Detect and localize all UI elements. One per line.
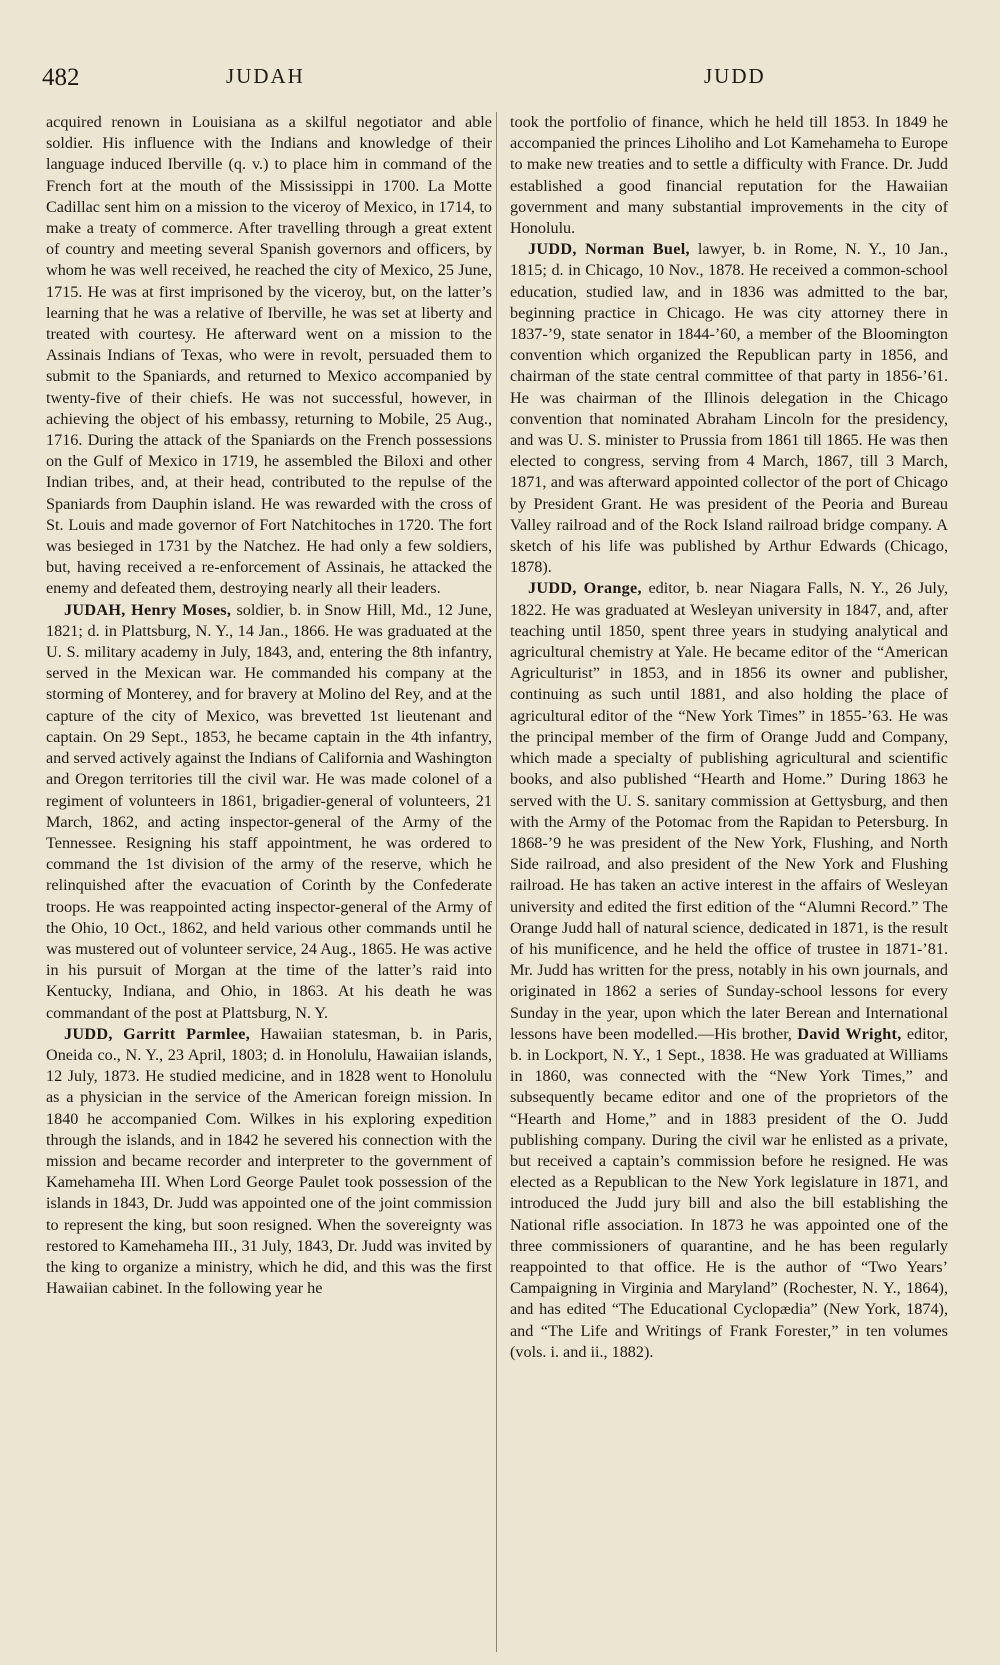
- entry-headword: JUDD, Norman Buel,: [528, 240, 690, 259]
- entry-judd-garritt-parmlee: [46, 1024, 492, 1300]
- entry-judd-orange: [510, 578, 948, 1363]
- running-head-left: JUDAH: [226, 64, 305, 88]
- continued-entry-text: took the portfolio of finance, which he held till 1853. In 1849 he accompanied the princes Liholiho and Lot Kamehameha to Europe to make new treaties and to settle a difficulty with France. Dr. Judd established a good financial reputation for the Hawaiian government and many substantial improvements in the city of Honolulu.: [510, 113, 948, 238]
- entry-body: lawyer, b. in Rome, N. Y., 10 Jan., 1815; d. in Chicago, 10 Nov., 1878. He received a common-school education, studied law, and in 1836 was admitted to the bar, beginning practice in Chicago. He was city attorney there in 1837-’9, state senator in 1844-’60, a member of the Bloomington convention which organized the Republican party in 1856, and chairman of the state central committee of that party in 1856-’61. He was chairman of the Illinois delegation in the Chicago convention that nominated Abraham Lincoln for the presidency, and was U. S. minister to Prussia from 1861 till 1865. He was then elected to congress, serving from 4 March, 1867, till 3 March, 1871, and was afterward appointed collector of the port of Chicago by President Grant. He was president of the Peoria and Bureau Valley railroad and of the Rock Island railroad bridge company. A sketch of his life was published by Arthur Edwards (Chicago, 1878).: [510, 240, 948, 577]
- left-column: [46, 112, 492, 1299]
- entry-headword: JUDAH, Henry Moses,: [64, 600, 232, 619]
- entry-body: editor, b. near Niagara Falls, N. Y., 26 July, 1822. He was graduated at Wesleyan university in 1847, and, after teaching until 1850, spent three years in studying analytical and agricultural chemistry at Yale. He became editor of the “American Agriculturist” in 1853, and in 1856 its owner and publisher, continuing as such until 1881, and also holding the place of agricultural editor of the “New York Times” in 1855-’63. He was the principal member of the firm of Orange Judd and Company, which made a specialty of publishing agricultural and scientific books, and also published “Hearth and Home.” During 1863 he served with the U. S. sanitary commission at Gettysburg, and then with the Army of the Potomac from the Rapidan to Petersburg. In 1868-’9 he was president of the New York, Flushing, and North Side railroad, and also president of the New York and Flushing railroad. He has taken an active interest in the affairs of Wesleyan university and edited the first edition of the “Alumni Record.” The Orange Judd hall of natural science, dedicated in 1871, is the result of his munificence, and he held the office of trustee in 1871-’81. Mr. Judd has written for the press, notably in his own journals, and originated in 1862 a series of Sunday-school lessons for every Sunday in the year, upon which the later Berean and International lessons have been modelled.—His brother,: [510, 579, 948, 1043]
- entry-body: soldier, b. in Snow Hill, Md., 12 June, 1821; d. in Plattsburg, N. Y., 14 Jan., 1866. He was graduated at the U. S. military academy in July, 1843, and, entering the 8th infantry, served in the Mexican war. He commanded his company at the storming of Monterey, and for bravery at Molino del Rey, and at the capture of the city of Mexico, was brevetted 1st lieutenant and captain. On 29 Sept., 1853, he became captain in the 4th infantry, and served actively against the Indians of California and Washington and Oregon territories till the civil war. He was made colonel of a regiment of volunteers in 1861, brigadier-general of volunteers, 21 March, 1862, and acting inspector-general of the Army of the Tennessee. Resigning his staff appointment, he was ordered to command the 1st division of the army of the reserve, which he relinquished after the evacuation of Corinth by the Confederate troops. He was reappointed acting inspector-general of the Army of the Ohio, 10 Oct., 1862, and held various other commands until he was mustered out of volunteer service, 24 Aug., 1865. He was active in his pursuit of Morgan at the time of the latter’s raid into Kentucky, Indiana, and Ohio, in 1863. At his death he was commandant of the post at Plattsburg, N. Y.: [46, 600, 492, 1022]
- entry-subheadword: David Wright,: [797, 1024, 902, 1043]
- entry-judd-norman-buel: [510, 239, 948, 578]
- column-divider: [496, 112, 497, 1652]
- continued-entry-text: acquired renown in Louisiana as a skilful negotiator and able soldier. His influence with the Indians and knowledge of their language induced Iberville (q. v.) to place him in command of the French fort at the mouth of the Mississippi in 1700. La Motte Cadillac sent him on a mission to the viceroy of Mexico, in 1714, to make a treaty of commerce. After travelling through a great extent of country and meeting several Spanish governors and officers, by whom he was well received, he reached the city of Mexico, 25 June, 1715. He was at first imprisoned by the viceroy, but, on the latter’s learning that he was a relative of Iberville, he was set at liberty and treated with courtesy. He afterward went on a mission to the Assinais Indians of Texas, who were in revolt, persuaded them to submit to the Spaniards, and returned to Mexico accompanied by twenty-five of their chiefs. He was not successful, however, in achieving the object of his embassy, returning to Mobile, 25 Aug., 1716. During the attack of the Spaniards on the French possessions on the Gulf of Mexico in 1719, he assembled the Biloxi and other Indian tribes, and, at their head, contributed to the repulse of the Spaniards from Dauphin island. He was rewarded with the cross of St. Louis and made governor of Fort Natchitoches in 1720. The fort was besieged in 1731 by the Natchez. He had only a few soldiers, but, having received a re-enforcement of Assinais, he attacked the enemy and defeated them, destroying nearly all their leaders.: [46, 113, 492, 598]
- right-column: [510, 112, 948, 1363]
- entry-judah-henry-moses: [46, 600, 492, 1024]
- entry-headword: JUDD, Orange,: [528, 579, 642, 598]
- text-columns: [0, 112, 1000, 1652]
- page-header: [36, 58, 940, 94]
- page-number: 482: [42, 64, 80, 91]
- entry-headword: JUDD, Garritt Parmlee,: [64, 1024, 251, 1043]
- entry-body: Hawaiian statesman, b. in Paris, Oneida co., N. Y., 23 April, 1803; d. in Honolulu, Hawaiian islands, 12 July, 1873. He studied medicine, and in 1828 went to Honolulu as a physician in the service of the American foreign mission. In 1840 he accompanied Com. Wilkes in his exploring expedition through the islands, and in 1842 he severed his connection with the mission and became recorder and interpreter to the government of Kamehameha III. When Lord George Paulet took possession of the islands in 1843, Dr. Judd was appointed one of the joint commission to represent the king, but soon resigned. When the sovereignty was restored to Kamehameha III., 31 July, 1843, Dr. Judd was invited by the king to organize a ministry, which he did, and this was the first Hawaiian cabinet. In the following year he: [46, 1024, 492, 1298]
- running-head-right: JUDD: [704, 64, 766, 88]
- entry-body: editor, b. in Lockport, N. Y., 1 Sept., 1838. He was graduated at Williams in 1860, was connected with the “New York Times,” and subsequently became editor and one of the proprietors of the “Hearth and Home,” and in 1883 president of the O. Judd publishing company. During the civil war he enlisted as a private, but received a captain’s commission before he resigned. He was elected as a Republican to the New York legislature in 1871, and introduced the Judd jury bill and also the bill establishing the National rifle association. In 1873 he was appointed one of the three commissioners of quarantine, and he has been regularly reappointed to that office. He is the author of “Two Years’ Campaigning in Virginia and Maryland” (Rochester, N. Y., 1864), and has edited “The Educational Cyclopædia” (New York, 1874), and “The Life and Writings of Frank Forester,” in ten volumes (vols. i. and ii., 1882).: [510, 1024, 948, 1361]
